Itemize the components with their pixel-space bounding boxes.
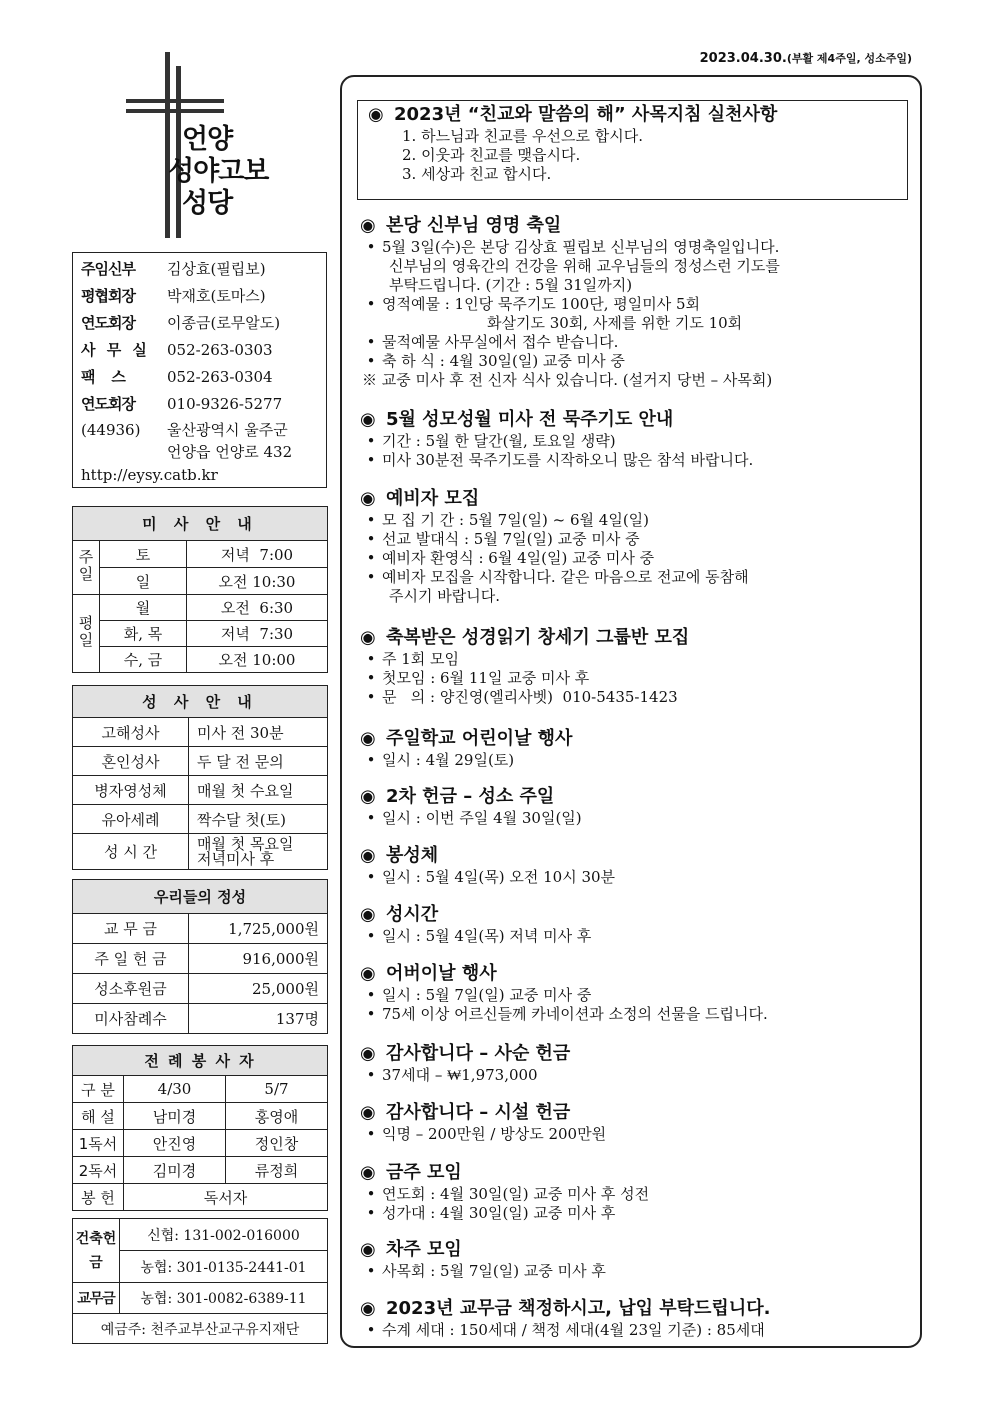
section-title xyxy=(360,626,910,650)
server-name: 홍영애 xyxy=(226,1103,328,1130)
offering-value: 137명 xyxy=(189,1004,328,1034)
liturgy-servers-table xyxy=(72,1045,328,1211)
offering-value: 916,000원 xyxy=(189,944,328,974)
server-date: 4/30 xyxy=(124,1076,226,1103)
section-mark-icon: ◉ xyxy=(360,215,376,236)
section-title-text: 축복받은 성경읽기 창세기 그룹반 모집 xyxy=(386,627,690,648)
sacrament-table xyxy=(72,685,328,870)
church-name-line: 언양 xyxy=(182,124,233,155)
offering-name: 주 일 헌 금 xyxy=(73,944,189,974)
server-name: 남미경 xyxy=(124,1103,226,1130)
notice-line: 신부님의 영육간의 건강을 위해 교우님들의 정성스런 기도를 xyxy=(389,257,780,275)
sacrament-name: 고해성사 xyxy=(73,718,189,747)
section-mark-icon: ◉ xyxy=(360,488,376,509)
offering-value: 25,000원 xyxy=(189,974,328,1004)
server-date: 5/7 xyxy=(226,1076,328,1103)
notice-line: • 예비자 모집을 시작합니다. 같은 마음으로 전교에 동참해 xyxy=(360,568,910,587)
address-lines xyxy=(167,419,292,463)
mass-time: 오전 10:30 xyxy=(187,568,328,595)
notice-section xyxy=(360,1101,910,1144)
section-title-text: 2023년 “친교와 말씀의 해” 사목지침 실천사항 xyxy=(394,104,778,125)
notice-line: • 성가대 : 4월 30일(일) 교중 미사 후 xyxy=(360,1204,910,1223)
table-title: 미 사 안 내 xyxy=(73,507,328,541)
bullet-icon: • xyxy=(366,1204,376,1222)
server-label: 봉 헌 xyxy=(73,1184,124,1211)
bullet-icon: • xyxy=(366,352,376,370)
notice-line: • 물적예물 사무실에서 접수 받습니다. xyxy=(360,333,910,352)
sacrament-name: 성 시 간 xyxy=(73,834,189,870)
bullet-icon: • xyxy=(366,568,376,586)
notice-section xyxy=(360,626,910,707)
section-title xyxy=(360,487,910,511)
pastoral-guidelines-box xyxy=(357,100,908,200)
server-label: 1독서 xyxy=(73,1130,124,1157)
info-value: 010-9326-5277 xyxy=(167,394,283,413)
mass-time: 저녁 7:00 xyxy=(187,541,328,568)
row-group-label: 평일 xyxy=(73,595,100,673)
mass-time: 오전 6:30 xyxy=(187,595,328,621)
website-link[interactable]: http://eysy.catb.kr xyxy=(81,466,218,484)
notice-line: ※ 교중 미사 후 전 신자 식사 있습니다. (설거지 당번 – 사목회) xyxy=(362,371,773,389)
info-label: 평협회장 xyxy=(81,287,135,305)
bullet-icon: • xyxy=(366,451,376,469)
notice-line: • 모 집 기 간 : 5월 7일(일) ~ 6월 4일(일) xyxy=(360,511,910,530)
section-title-text: 5월 성모성월 미사 전 묵주기도 안내 xyxy=(386,409,674,430)
mass-day: 화, 목 xyxy=(100,621,187,647)
notice-section xyxy=(360,785,910,828)
section-title xyxy=(368,103,897,127)
account-number: 신협: 131-002-016000 xyxy=(120,1219,328,1251)
bullet-icon: • xyxy=(366,432,376,450)
notice-line: • 축 하 식 : 4월 30일(일) 교중 미사 중 xyxy=(360,352,910,371)
church-name xyxy=(168,124,288,220)
account-label: 건축헌금 xyxy=(73,1219,120,1283)
notice-section xyxy=(360,844,910,887)
info-value: 052-263-0303 xyxy=(167,340,273,359)
section-title-text: 금주 모임 xyxy=(386,1162,462,1183)
mass-day: 일 xyxy=(100,568,187,595)
section-mark-icon: ◉ xyxy=(360,1298,376,1319)
section-title-text: 주일학교 어린이날 행사 xyxy=(386,728,573,749)
section-title-text: 감사합니다 – 시설 헌금 xyxy=(386,1102,571,1123)
notice-line: • 사목회 : 5월 7일(일) 교중 미사 후 xyxy=(360,1262,910,1281)
bullet-icon: • xyxy=(366,669,376,687)
section-title-text: 본당 신부님 영명 축일 xyxy=(386,215,562,236)
section-title xyxy=(360,1238,910,1262)
section-title-text: 성시간 xyxy=(386,904,439,925)
account-holder: 예금주: 천주교부산교구유지재단 xyxy=(73,1314,328,1344)
offering-name: 성소후원금 xyxy=(73,974,189,1004)
notice-line: • 5월 3일(수)은 본당 김상효 필립보 신부님의 영명축일입니다. xyxy=(360,238,910,257)
notice-line: • 일시 : 5월 4일(목) 저녁 미사 후 xyxy=(360,927,910,946)
church-name-line: 성야고보 xyxy=(168,156,269,187)
info-label: 연도회장 xyxy=(81,314,135,332)
section-title-text: 봉성체 xyxy=(386,845,439,866)
sacrament-value: 짝수달 첫(토) xyxy=(189,805,328,834)
section-title xyxy=(360,1042,910,1066)
notice-line: 화살기도 30회, 사제를 위한 기도 10회 xyxy=(487,314,743,332)
bullet-icon: • xyxy=(366,333,376,351)
server-name: 안진영 xyxy=(124,1130,226,1157)
table-title: 전 례 봉 사 자 xyxy=(73,1046,328,1076)
notice-line: 주시기 바랍니다. xyxy=(389,587,500,605)
bullet-icon: • xyxy=(366,986,376,1004)
offering-name: 미사참례수 xyxy=(73,1004,189,1034)
notice-section xyxy=(360,1042,910,1085)
bank-accounts-table xyxy=(72,1218,328,1344)
info-row xyxy=(81,336,318,363)
date-text: 2023.04.30. xyxy=(699,51,787,66)
mass-time: 오전 10:00 xyxy=(187,647,328,673)
server-name: 독서자 xyxy=(124,1184,328,1211)
mass-day: 토 xyxy=(100,541,187,568)
section-mark-icon: ◉ xyxy=(360,904,376,925)
table-title: 우리들의 정성 xyxy=(73,880,328,914)
section-title xyxy=(360,727,910,751)
section-title-text: 감사합니다 – 사순 헌금 xyxy=(386,1043,571,1064)
info-row xyxy=(81,309,318,336)
section-title-text: 2023년 교무금 책정하시고, 납입 부탁드립니다. xyxy=(386,1298,771,1319)
info-value: 박재호(토마스) xyxy=(167,287,266,305)
bulletin-date xyxy=(620,50,912,66)
mass-time: 저녁 7:30 xyxy=(187,621,328,647)
notice-line: • 연도회 : 4월 30일(일) 교중 미사 후 성전 xyxy=(360,1185,910,1204)
bullet-icon: • xyxy=(366,511,376,529)
section-mark-icon: ◉ xyxy=(360,728,376,749)
sacrament-value: 매월 첫 수요일 xyxy=(189,776,328,805)
church-name-line: 성당 xyxy=(182,188,233,219)
bullet-icon: • xyxy=(366,1005,376,1023)
postcode: (44936) xyxy=(81,421,141,439)
bullet-icon: • xyxy=(366,1066,376,1084)
info-label: 사 무 실 xyxy=(81,341,150,359)
address-line: 언양읍 언양로 432 xyxy=(167,443,293,461)
offering-value: 1,725,000원 xyxy=(189,914,328,944)
section-title-text: 예비자 모집 xyxy=(386,488,480,509)
sacrament-name: 병자영성체 xyxy=(73,776,189,805)
notice-line: • 일시 : 5월 4일(목) 오전 10시 30분 xyxy=(360,868,910,887)
server-label: 해 설 xyxy=(73,1103,124,1130)
notice-line: • 일시 : 이번 주일 4월 30일(일) xyxy=(360,809,910,828)
sacrament-name: 혼인성사 xyxy=(73,747,189,776)
notice-section xyxy=(360,214,910,390)
notice-line: • 일시 : 4월 29일(토) xyxy=(360,751,910,770)
section-title xyxy=(360,1101,910,1125)
bullet-icon: • xyxy=(366,1185,376,1203)
section-title xyxy=(360,785,910,809)
section-mark-icon: ◉ xyxy=(360,845,376,866)
bullet-icon: • xyxy=(366,295,376,313)
section-title-text: 2차 헌금 – 성소 주일 xyxy=(386,786,555,807)
section-title xyxy=(360,903,910,927)
section-mark-icon: ◉ xyxy=(360,963,376,984)
bullet-icon: • xyxy=(366,530,376,548)
bullet-icon: • xyxy=(366,927,376,945)
account-label: 교무금 xyxy=(73,1283,120,1314)
bullet-icon: • xyxy=(366,1321,376,1339)
notice-section xyxy=(360,727,910,770)
server-name: 정인창 xyxy=(226,1130,328,1157)
section-mark-icon: ◉ xyxy=(360,1162,376,1183)
offering-table xyxy=(72,879,328,1034)
guideline-item: 2. 이웃과 친교를 맺읍시다. xyxy=(402,146,581,164)
section-title-text: 차주 모임 xyxy=(386,1239,462,1260)
section-title-text: 어버이날 행사 xyxy=(386,963,497,984)
mass-schedule-table xyxy=(72,506,328,673)
row-group-label: 주일 xyxy=(73,541,100,595)
notice-line: • 첫모임 : 6월 11일 교중 미사 후 xyxy=(360,669,910,688)
section-mark-icon: ◉ xyxy=(360,409,376,430)
notice-line: • 일시 : 5월 7일(일) 교중 미사 중 xyxy=(360,986,910,1005)
guideline-item: 3. 세상과 친교 합시다. xyxy=(402,165,552,183)
info-label: 연도회장 xyxy=(81,395,135,413)
notice-line: • 선교 발대식 : 5월 7일(일) 교중 미사 중 xyxy=(360,530,910,549)
info-row xyxy=(81,255,318,282)
mass-day: 월 xyxy=(100,595,187,621)
address xyxy=(81,419,318,463)
bullet-icon: • xyxy=(366,650,376,668)
info-value: 김상효(필립보) xyxy=(167,260,266,278)
bullet-icon: • xyxy=(366,809,376,827)
address-line: 울산광역시 울주군 xyxy=(167,421,288,439)
bullet-icon: • xyxy=(366,238,376,256)
notice-section xyxy=(360,487,910,606)
notice-line: • 37세대 – ₩1,973,000 xyxy=(360,1066,910,1085)
notice-section xyxy=(360,1297,910,1340)
notice-line: • 미사 30분전 묵주기도를 시작하오니 많은 참석 바랍니다. xyxy=(360,451,910,470)
section-mark-icon: ◉ xyxy=(368,104,384,125)
section-title xyxy=(360,844,910,868)
section-title xyxy=(360,408,910,432)
info-row xyxy=(81,282,318,309)
info-label: 팩 스 xyxy=(81,368,125,386)
server-name: 김미경 xyxy=(124,1157,226,1184)
table-title: 성 사 안 내 xyxy=(73,686,328,718)
notice-line: • 영적예물 : 1인당 묵주기도 100단, 평일미사 5회 xyxy=(360,295,910,314)
info-row xyxy=(81,363,318,390)
notice-section xyxy=(360,903,910,946)
bullet-icon: • xyxy=(366,1125,376,1143)
section-mark-icon: ◉ xyxy=(360,627,376,648)
notice-section xyxy=(360,1238,910,1281)
account-number: 농협: 301-0135-2441-01 xyxy=(120,1251,328,1283)
info-label: 주임신부 xyxy=(81,260,135,278)
notice-section xyxy=(360,1161,910,1223)
sacrament-name: 유아세례 xyxy=(73,805,189,834)
sacrament-value xyxy=(189,834,328,870)
section-title xyxy=(360,214,910,238)
notice-line: • 문 의 : 양진영(엘리사벳) 010-5435-1423 xyxy=(360,688,910,707)
sacrament-value: 미사 전 30분 xyxy=(189,718,328,747)
contact-info-box xyxy=(72,252,327,488)
bullet-icon: • xyxy=(366,868,376,886)
section-mark-icon: ◉ xyxy=(360,1239,376,1260)
section-mark-icon: ◉ xyxy=(360,786,376,807)
sacrament-value-line: 저녁미사 후 xyxy=(197,849,275,868)
notice-line: • 수계 세대 : 150세대 / 책정 세대(4월 23일 기준) : 85세대 xyxy=(360,1321,910,1340)
notice-line: • 예비자 환영식 : 6월 4일(일) 교중 미사 중 xyxy=(360,549,910,568)
guideline-item: 1. 하느님과 친교를 우선으로 합시다. xyxy=(402,127,644,145)
notice-section xyxy=(360,408,910,470)
server-label: 구 분 xyxy=(73,1076,124,1103)
info-value: 052-263-0304 xyxy=(167,367,273,386)
info-row xyxy=(81,390,318,417)
info-value: 이종금(로무알도) xyxy=(167,314,281,332)
sacrament-value: 두 달 전 문의 xyxy=(189,747,328,776)
bullet-icon: • xyxy=(366,549,376,567)
notice-line: • 기간 : 5월 한 달간(월, 토요일 생략) xyxy=(360,432,910,451)
notice-section xyxy=(360,962,910,1024)
offering-name: 교 무 금 xyxy=(73,914,189,944)
notice-line: • 75세 이상 어르신들께 카네이션과 소정의 선물을 드립니다. xyxy=(360,1005,910,1024)
server-label: 2독서 xyxy=(73,1157,124,1184)
mass-day: 수, 금 xyxy=(100,647,187,673)
section-title xyxy=(360,962,910,986)
bullet-icon: • xyxy=(366,751,376,769)
sacrament-value-line: 매월 첫 목요일 xyxy=(197,834,294,853)
notice-line: 부탁드립니다. (기간 : 5월 31일까지) xyxy=(389,276,633,294)
server-name: 류정희 xyxy=(226,1157,328,1184)
section-title xyxy=(360,1297,910,1321)
section-mark-icon: ◉ xyxy=(360,1043,376,1064)
notice-line: • 익명 – 200만원 / 방상도 200만원 xyxy=(360,1125,910,1144)
bullet-icon: • xyxy=(366,1262,376,1280)
notice-line: • 주 1회 모임 xyxy=(360,650,910,669)
section-mark-icon: ◉ xyxy=(360,1102,376,1123)
section-title xyxy=(360,1161,910,1185)
bullet-icon: • xyxy=(366,688,376,706)
account-number: 농협: 301-0082-6389-11 xyxy=(120,1283,328,1314)
liturgical-day: (부활 제4주일, 성소주일) xyxy=(786,52,912,65)
